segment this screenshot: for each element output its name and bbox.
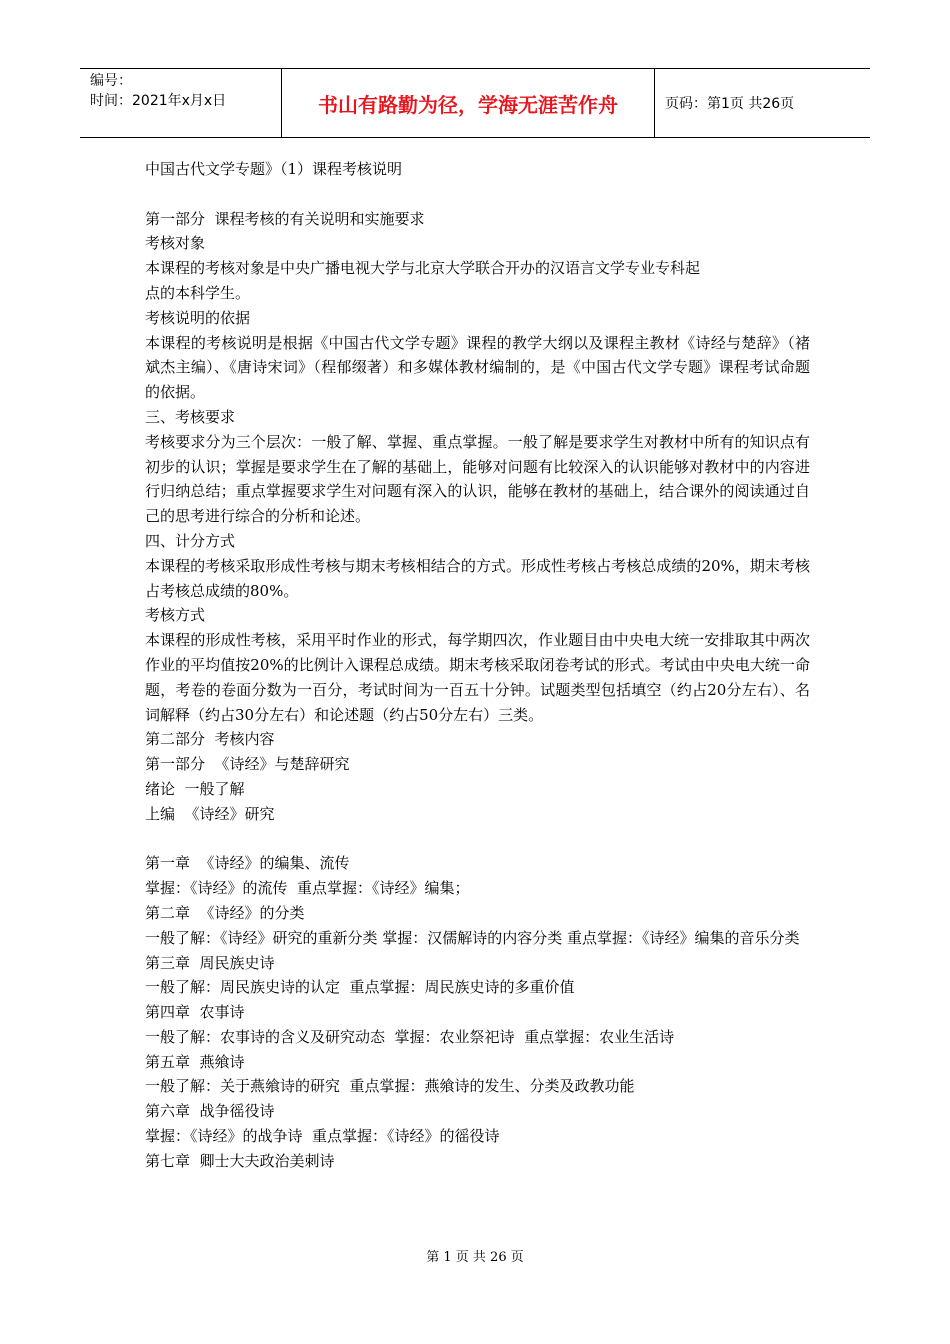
section-text-assessment-target-b: 点的本科学生。	[145, 283, 251, 302]
section-heading-method: 考核方式	[145, 606, 206, 625]
part-two-heading: 第二部分 考核内容	[145, 730, 275, 749]
chapter-1-requirements: 掌握：《诗经》的流传 重点掌握：《诗经》编集；	[145, 879, 470, 898]
chapter-2-requirements: 一般了解：《诗经》研究的重新分类 掌握：汉儒解诗的内容分类 重点掌握：《诗经》编集的音乐分类	[145, 928, 800, 947]
chapter-6-heading: 第六章 战争徭役诗	[145, 1102, 275, 1121]
chapter-1-heading: 第一章 《诗经》的编集、流传	[145, 854, 350, 873]
spacer	[145, 182, 810, 207]
section-heading-basis: 考核说明的依据	[145, 308, 251, 327]
section-text-scoring: 本课程的考核采取形成性考核与期末考核相结合的方式。形成性考核占考核总成绩的20%，期末考核占考核总成绩的80%。	[145, 556, 810, 600]
header-number-label: 编号：	[90, 73, 132, 89]
page-footer: 第 1 页 共 26 页	[426, 1250, 524, 1265]
chapter-6-requirements: 掌握：《诗经》的战争诗 重点掌握：《诗经》的徭役诗	[145, 1127, 500, 1146]
part-one-heading: 第一部分 课程考核的有关说明和实施要求	[145, 209, 425, 228]
chapter-3-heading: 第三章 周民族史诗	[145, 953, 275, 972]
header-page-info: 页码：第1页 共26页	[665, 96, 795, 112]
chapter-5-heading: 第五章 燕飨诗	[145, 1052, 245, 1071]
document-body	[145, 157, 810, 1174]
section-text-method: 本课程的形成性考核，采用平时作业的形式，每学期四次，作业题目由中央电大统一安排取其中两次作业的平均值按20%的比例计入课程总成绩。期末考核采取闭卷考试的形式。考试由中央电大统一命题，考卷的卷面分数为一百分，考试时间为一百五十分钟。试题类型包括填空（约占20分左右）、名词解释（约占30分左右）和论述题（约占50分左右）三类。	[145, 631, 810, 724]
chapter-2-heading: 第二章 《诗经》的分类	[145, 903, 305, 922]
chapter-4-heading: 第四章 农事诗	[145, 1003, 245, 1022]
section-heading-requirements: 三、考核要求	[145, 407, 236, 426]
header-motto: 书山有路勤为径，学海无涯苦作舟	[282, 69, 655, 137]
header-meta	[80, 69, 282, 137]
chapter-5-requirements: 一般了解：关于燕飨诗的研究 重点掌握：燕飨诗的发生、分类及政教功能	[145, 1077, 635, 1096]
introduction-line: 绪论 一般了解	[145, 779, 245, 798]
section-heading-assessment-target: 考核对象	[145, 234, 206, 253]
header-time-label: 时间：2021年x月x日	[90, 93, 227, 109]
document-title: 中国古代文学专题》（1）课程考核说明	[145, 160, 403, 178]
chapter-4-requirements: 一般了解：农事诗的含义及研究动态 掌握：农业祭祀诗 重点掌握：农业生活诗	[145, 1027, 675, 1046]
chapter-3-requirements: 一般了解：周民族史诗的认定 重点掌握：周民族史诗的多重价值	[145, 978, 575, 997]
section-heading-scoring: 四、计分方式	[145, 531, 236, 550]
section-text-basis: 本课程的考核说明是根据《中国古代文学专题》课程的教学大纲以及课程主教材《诗经与楚辞》（褚斌杰主编）、《唐诗宋词》（程郁缀著）和多媒体教材编制的，是《中国古代文学专题》课程考试命题的依据。	[145, 333, 810, 402]
part-two-subheading: 第一部分 《诗经》与楚辞研究	[145, 755, 350, 774]
chapter-7-heading: 第七章 卿士大夫政治美刺诗	[145, 1151, 335, 1170]
spacer	[145, 827, 810, 852]
section-text-assessment-target-a: 本课程的考核对象是中央广播电视大学与北京大学联合开办的汉语言文学专业专科起	[145, 259, 701, 278]
section-text-requirements: 考核要求分为三个层次：一般了解、掌握、重点掌握。一般了解是要求学生对教材中所有的知识点有初步的认识；掌握是要求学生在了解的基础上，能够对问题有比较深入的认识能够对教材中的内容进行归纳总结；重点掌握要求学生对问题有深入的认识，能够在教材的基础上，结合课外的阅读通过自己的思考进行综合的分析和论述。	[145, 432, 810, 526]
page-header	[80, 68, 870, 138]
upper-part-heading: 上编 《诗经》研究	[145, 804, 275, 823]
